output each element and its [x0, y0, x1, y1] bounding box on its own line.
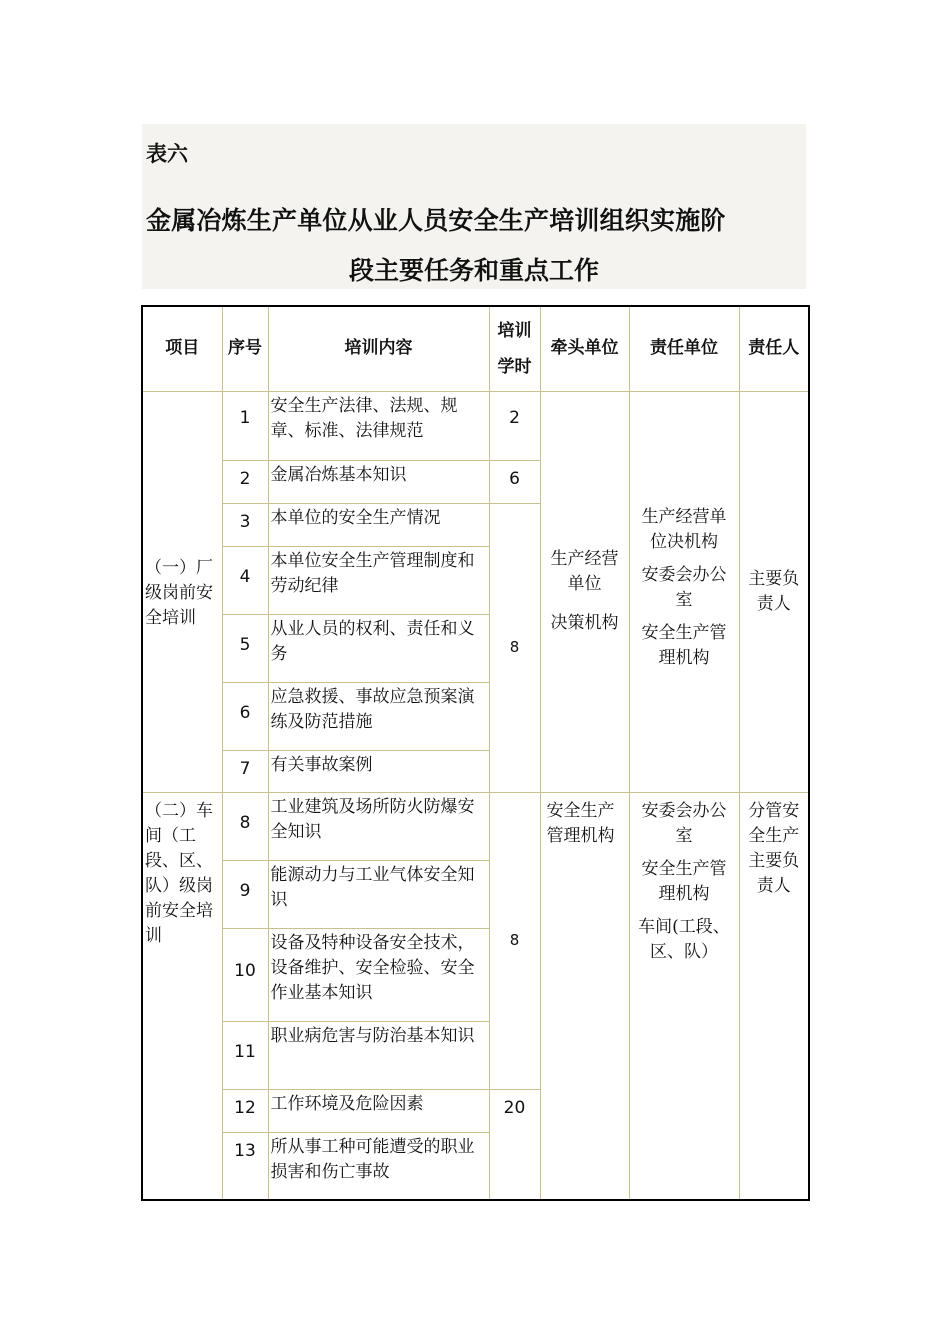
seq-cell: 13: [222, 1132, 268, 1200]
header-hours-line-1: 培训: [497, 320, 532, 341]
group1-lead-line-1: 生产经营单位: [550, 549, 619, 594]
header-block: [142, 124, 806, 289]
seq-cell: 2: [222, 460, 268, 503]
title-line-2: 段主要任务和重点工作: [348, 256, 599, 285]
table-header-row: [142, 306, 809, 391]
hours-cell: 6: [489, 460, 540, 503]
seq-cell: 7: [222, 750, 268, 792]
header-project: 项目: [142, 306, 222, 391]
group1-lead-unit: [540, 391, 629, 792]
group1-project: （一）厂级岗前安全培训: [142, 391, 222, 792]
group1-resp-1: 生产经营单位决机构: [641, 506, 727, 552]
content-cell: 应急救援、事故应急预案演练及防范措施: [268, 682, 489, 750]
content-cell: 工作环境及危险因素: [268, 1089, 489, 1132]
group2-resp-3: 车间(工段、区、队）: [638, 916, 730, 962]
content-cell: 能源动力与工业气体安全知识: [268, 860, 489, 928]
group1-responsible-unit: [629, 391, 739, 792]
group1-resp-3: 安全生产管理机构: [641, 622, 727, 668]
content-cell: 本单位的安全生产情况: [268, 503, 489, 546]
seq-cell: 9: [222, 860, 268, 928]
table-number: 表六: [146, 142, 188, 166]
content-cell: 金属冶炼基本知识: [268, 460, 489, 503]
header-lead: 牵头单位: [540, 306, 629, 391]
title-line-1: 金属冶炼生产单位从业人员安全生产培训组织实施阶: [146, 206, 726, 235]
header-responsible-unit: 责任单位: [629, 306, 739, 391]
seq-cell: 1: [222, 391, 268, 460]
hours-cell: 8: [489, 792, 540, 1089]
table-row: [142, 391, 809, 460]
hours-cell: 2: [489, 391, 540, 460]
content-cell: 安全生产法律、法规、规章、标准、法律规范: [268, 391, 489, 460]
seq-cell: 4: [222, 546, 268, 614]
seq-cell: 6: [222, 682, 268, 750]
page-title: [142, 196, 806, 296]
content-cell: 设备及特种设备安全技术，设备维护、安全检验、安全作业基本知识: [268, 928, 489, 1021]
seq-cell: 5: [222, 614, 268, 682]
table-row: [142, 792, 809, 860]
group2-responsible-unit: [629, 792, 739, 1200]
hours-cell: 20: [489, 1089, 540, 1200]
training-table: [141, 305, 810, 1201]
content-cell: 工业建筑及场所防火防爆安全知识: [268, 792, 489, 860]
group1-resp-2: 安委会办公室: [641, 564, 727, 610]
content-cell: 职业病危害与防治基本知识: [268, 1021, 489, 1089]
header-content: 培训内容: [268, 306, 489, 391]
group2-lead-unit: 安全生产管理机构: [540, 792, 629, 1200]
seq-cell: 8: [222, 792, 268, 860]
seq-cell: 12: [222, 1089, 268, 1132]
hours-cell: 8: [489, 503, 540, 792]
group1-responsible-person: 主要负责人: [739, 391, 809, 792]
content-cell: 所从事工种可能遭受的职业损害和伤亡事故: [268, 1132, 489, 1200]
header-responsible-person: 责任人: [739, 306, 809, 391]
content-cell: 有关事故案例: [268, 750, 489, 792]
group2-responsible-person: 分管安全生产主要负责人: [739, 792, 809, 1200]
group2-project: （二）车间（工段、区、队）级岗前安全培训: [142, 792, 222, 1200]
content-cell: 本单位安全生产管理制度和劳动纪律: [268, 546, 489, 614]
group1-lead-line-2: 决策机构: [550, 613, 619, 633]
header-hours-line-2: 学时: [497, 356, 532, 377]
group2-resp-2: 安全生产管理机构: [641, 858, 727, 904]
header-seq: 序号: [222, 306, 268, 391]
seq-cell: 10: [222, 928, 268, 1021]
seq-cell: 3: [222, 503, 268, 546]
group2-resp-1: 安委会办公室: [641, 800, 727, 846]
header-hours: [489, 306, 540, 391]
seq-cell: 11: [222, 1021, 268, 1089]
content-cell: 从业人员的权利、责任和义务: [268, 614, 489, 682]
